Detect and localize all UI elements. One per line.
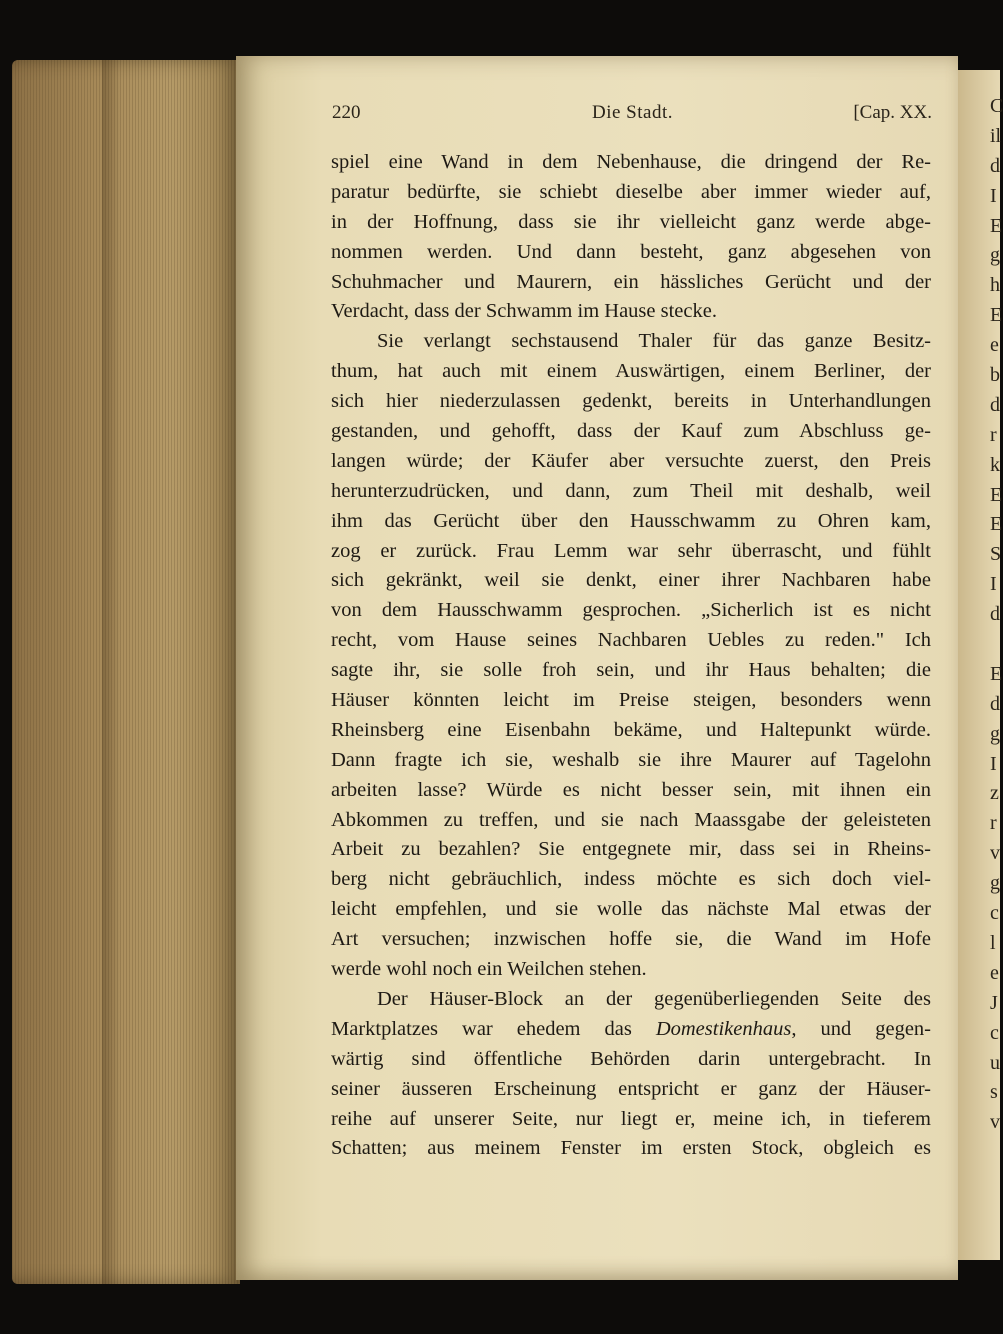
book-page-edges — [12, 60, 240, 1284]
body-text — [331, 148, 931, 1164]
facing-page-fragment: c — [990, 902, 999, 925]
text-line: Der Häuser-Block an der gegenüberliegenden Seite des — [377, 987, 931, 1010]
facing-page-fragment: E — [990, 662, 1003, 685]
text-line: Marktplatzes war ehedem das Domestikenhaus, und gegen- — [331, 1017, 931, 1040]
facing-page-fragment: k — [990, 453, 1000, 476]
facing-page-fragment: d — [990, 692, 1000, 715]
text-line: berg nicht gebräuchlich, indess möchte es sich doch viel- — [331, 868, 931, 891]
facing-page-fragment: v — [990, 1111, 1000, 1134]
text-line: paratur bedürfte, sie schiebt dieselbe aber immer wieder auf, — [331, 180, 931, 203]
text-line: von dem Hausschwamm gesprochen. „Sicherlich ist es nicht — [331, 599, 931, 622]
text-line: Art versuchen; inzwischen hoffe sie, die Wand im Hofe — [331, 928, 931, 951]
facing-page-fragment: v — [990, 842, 1000, 865]
text-line: Sie verlangt sechstausend Thaler für das ganze Besitz- — [377, 330, 931, 353]
text-line: arbeiten lasse? Würde es nicht besser sein, mit ihnen ein — [331, 778, 931, 801]
text-line: Schatten; aus meinem Fenster im ersten Stock, obgleich es — [331, 1137, 931, 1160]
facing-page-fragment: l — [990, 931, 996, 954]
facing-page-fragment: d — [990, 603, 1000, 626]
text-line: Schuhmacher und Maurern, ein hässliches Gerücht und der — [331, 270, 931, 293]
text-line: Dann fragte ich sie, weshalb sie ihre Maurer auf Tagelohn — [331, 748, 931, 771]
text-line: wärtig sind öffentliche Behörden darin untergebracht. In — [331, 1047, 931, 1070]
facing-page-fragment: e — [990, 334, 999, 357]
facing-page-fragment: I — [990, 184, 997, 207]
text-line: werde wohl noch ein Weilchen stehen. — [331, 958, 647, 981]
running-header — [332, 102, 932, 130]
facing-page-fragment: b — [990, 364, 1000, 387]
facing-page-fragment: e — [990, 961, 999, 984]
facing-page-fragment: c — [990, 1021, 999, 1044]
book-page — [236, 56, 958, 1280]
text-line: sagte ihr, sie solle froh sein, und ihr Haus behalten; die — [331, 659, 931, 682]
text-line: ihm das Gerücht über den Hausschwamm zu Ohren kam, — [331, 509, 931, 532]
text-line: recht, vom Hause seines Nachbaren Uebles zu reden." Ich — [331, 629, 931, 652]
text-line: zog er zurück. Frau Lemm war sehr überrascht, und fühlt — [331, 539, 931, 562]
facing-page-fragment: h — [990, 274, 1000, 297]
text-line: sich gekränkt, weil sie denkt, einer ihrer Nachbaren habe — [331, 569, 931, 592]
text-line: Abkommen zu treffen, und sie nach Maassgabe der geleisteten — [331, 808, 931, 831]
facing-page-fragment: u — [990, 1051, 1000, 1074]
facing-page-edge — [958, 70, 1003, 1260]
facing-page-fragment: r — [990, 423, 997, 446]
facing-page-fragment: E — [990, 483, 1003, 506]
chapter-label: [Cap. XX. — [853, 102, 932, 123]
text-line: leicht empfehlen, und sie wolle das nächste Mal etwas der — [331, 898, 931, 921]
facing-page-fragment: S — [990, 543, 1002, 566]
facing-page-fragment: g — [990, 244, 1000, 267]
facing-page-fragment: I — [990, 573, 997, 596]
text-line: Rheinsberg eine Eisenbahn bekäme, und Haltepunkt würde. — [331, 718, 931, 741]
text-line: langen würde; der Käufer aber versuchte zuerst, den Preis — [331, 449, 931, 472]
facing-page-fragment: d — [990, 154, 1000, 177]
facing-page-fragment: r — [990, 812, 997, 835]
facing-page-fragment: I — [990, 752, 997, 775]
facing-page-fragment: J — [990, 991, 998, 1014]
facing-page-fragment: g — [990, 872, 1000, 895]
facing-page-fragment: E — [990, 304, 1003, 327]
text-line: gestanden, und gehofft, dass der Kauf zum Abschluss ge- — [331, 420, 931, 443]
text-line: Häuser könnten leicht im Preise steigen, besonders wenn — [331, 689, 931, 712]
facing-page-fragment: d — [990, 393, 1000, 416]
facing-page-fragment: s — [990, 1081, 998, 1104]
facing-page-fragment: g — [990, 722, 1000, 745]
text-line: Verdacht, dass der Schwamm im Hause stecke. — [331, 300, 717, 323]
facing-page-fragment: C — [990, 95, 1003, 117]
text-line: in der Hoffnung, dass sie ihr vielleicht ganz werde abge- — [331, 210, 931, 233]
text-line: sich hier niederzulassen gedenkt, bereits in Unterhandlungen — [331, 390, 931, 413]
facing-page-fragment: il — [990, 124, 1002, 147]
text-line: thum, hat auch mit einem Auswärtigen, einem Berliner, der — [331, 360, 931, 383]
page-number: 220 — [332, 102, 361, 123]
facing-page-fragment: E — [990, 513, 1003, 536]
text-line: reihe auf unserer Seite, nur liegt er, meine ich, in tieferem — [331, 1107, 931, 1130]
text-line: herunterzudrücken, und dann, zum Theil mit deshalb, weil — [331, 479, 931, 502]
facing-page-fragment: z — [990, 782, 999, 805]
running-title: Die Stadt. — [592, 102, 673, 123]
facing-page-fragment — [958, 630, 1000, 660]
text-line: spiel eine Wand in dem Nebenhause, die dringend der Re- — [331, 151, 931, 173]
facing-page-fragment: E — [990, 214, 1003, 237]
text-line: seiner äusseren Erscheinung entspricht er ganz der Häuser- — [331, 1077, 931, 1100]
text-line: nommen werden. Und dann besteht, ganz abgesehen von — [331, 240, 931, 263]
text-line: Arbeit zu bezahlen? Sie entgegnete mir, dass sei in Rheins- — [331, 838, 931, 861]
